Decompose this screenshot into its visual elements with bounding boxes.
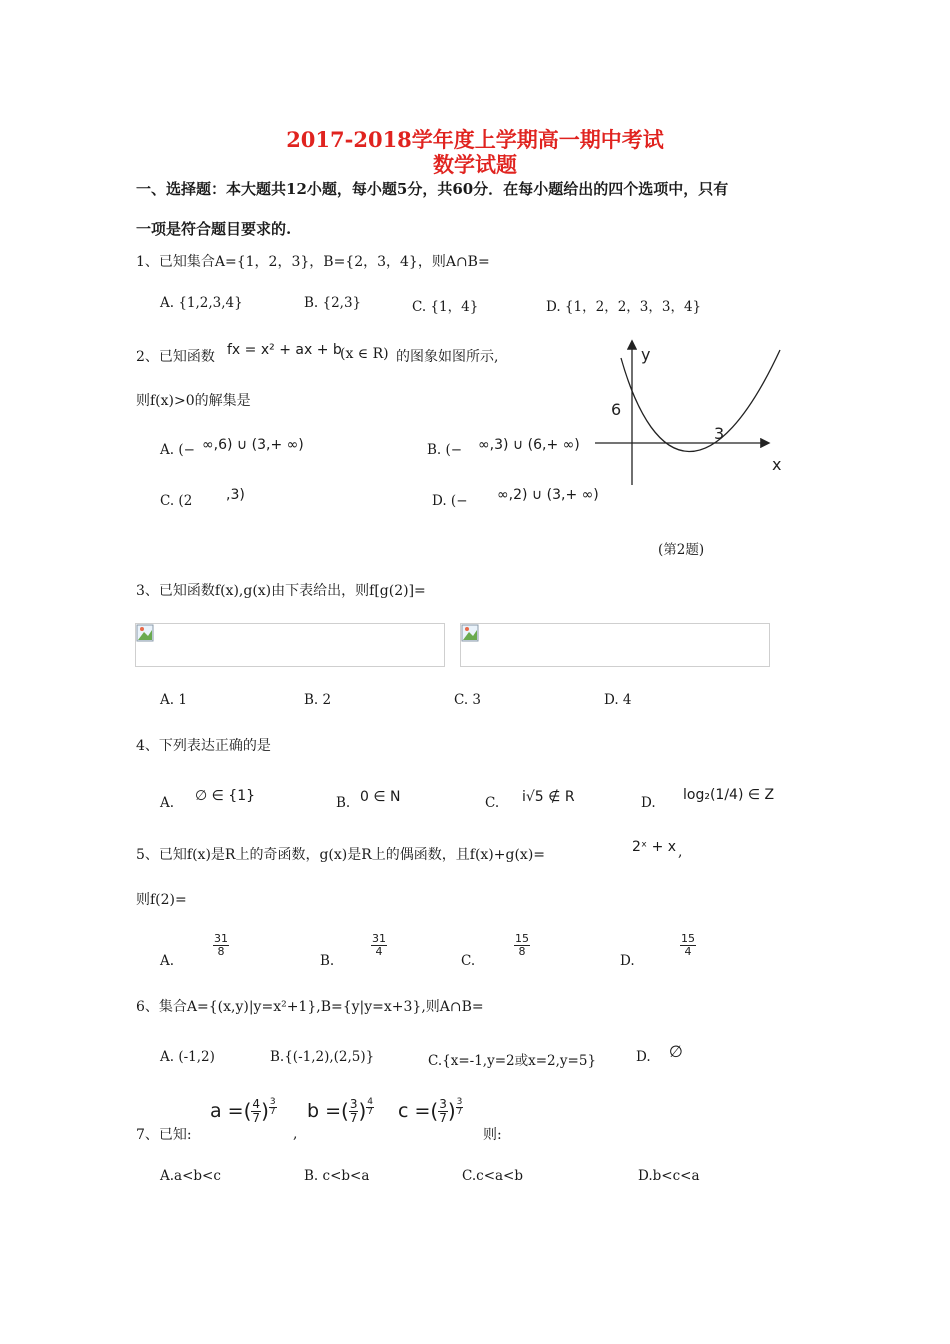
q1-option-b: B. {2,3}	[304, 295, 362, 311]
q7-expr-a: a = ( $\frac{4}{7}$ ) $\frac{3}{7}$	[210, 1097, 276, 1125]
q2-function: fx = x² + ax + b	[227, 342, 342, 358]
q2-stem-prefix: 2、已知函数	[136, 349, 215, 365]
exam-title: 2017-2018学年度上学期高一期中考试	[286, 127, 664, 152]
q6-option-a: A. (-1,2)	[160, 1049, 215, 1065]
q5-stem: 5、已知f(x)是R上的奇函数，g(x)是R上的偶函数，且f(x)+g(x)=	[136, 847, 546, 863]
q2-option-a-label: A. (−	[160, 442, 195, 458]
exam-subtitle: 数学试题	[433, 152, 517, 177]
q4-option-c-label: C.	[485, 795, 500, 811]
section-instructions-line1: 一、选择题：本大题共12小题，每小题5分，共60分．在每小题给出的四个选项中，只有	[136, 180, 729, 198]
q4-option-b-label: B.	[336, 795, 351, 811]
q5-expression: 2ˣ + x	[632, 839, 677, 855]
section-instructions-line2: 一项是符合题目要求的.	[136, 220, 292, 238]
q4-option-d-label: D.	[641, 795, 656, 811]
q2-option-b-math: ∞,3) ∪ (6,+ ∞)	[478, 437, 580, 453]
q7-option-d: D.b<c<a	[638, 1168, 700, 1184]
q5-option-b-label: B.	[320, 953, 335, 969]
q2-parabola-graph	[580, 330, 800, 490]
broken-image-icon	[136, 624, 154, 642]
q6-option-d: D.	[636, 1049, 651, 1065]
q6-empty-set-symbol: ∅	[669, 1042, 683, 1061]
q5-stem2: 则f(2)=	[136, 892, 187, 908]
q3-option-a: A. 1	[160, 692, 187, 708]
q4-option-c-math: i√5 ∉ R	[522, 789, 575, 805]
q1-option-c: C. {1，4}	[412, 299, 479, 315]
q2-domain: (x ∈ R)	[340, 346, 389, 362]
q7-option-c: C.c<a<b	[462, 1168, 524, 1184]
q2-option-c-label: C. (2	[160, 493, 193, 509]
q7-comma: ,	[293, 1126, 298, 1142]
q3-option-d: D. 4	[604, 692, 632, 708]
q3-stem: 3、已知函数f(x),g(x)由下表给出，则f[g(2)]=	[136, 583, 426, 599]
q3-option-b: B. 2	[304, 692, 332, 708]
q6-option-c: C.{x=-1,y=2或x=2,y=5}	[428, 1053, 597, 1069]
root-label: 3	[714, 424, 725, 443]
q6-stem: 6、集合A={(x,y)|y=x²+1},B={y|y=x+3},则A∩B=	[136, 999, 484, 1015]
q2-option-d-label: D. (−	[432, 493, 468, 509]
q3-table-g-image	[460, 623, 770, 667]
q4-option-b-math: 0 ∈ N	[360, 789, 401, 805]
q5-option-a-fraction: $\frac{31}{8}$	[214, 932, 228, 958]
q1-option-a: A. {1,2,3,4}	[160, 295, 243, 311]
q4-option-d-math: log₂(1/4) ∈ Z	[683, 787, 775, 803]
q3-option-c: C. 3	[454, 692, 482, 708]
q2-option-a-math: ∞,6) ∪ (3,+ ∞)	[202, 437, 304, 453]
x-axis-label: x	[772, 455, 782, 474]
q7-expr-b: b = ( $\frac{3}{7}$ ) $\frac{4}{7}$	[307, 1097, 374, 1125]
q5-option-d-label: D.	[620, 953, 635, 969]
q5-option-d-fraction: $\frac{15}{4}$	[681, 932, 695, 958]
q5-stem-end: ,	[678, 844, 683, 860]
q7-option-b: B. c<b<a	[304, 1168, 370, 1184]
q5-option-b-fraction: $\frac{31}{4}$	[372, 932, 386, 958]
y-intercept-label: 6	[611, 400, 622, 419]
q1-stem: 1、已知集合A={1，2，3}，B={2，3，4}，则A∩B=	[136, 254, 490, 270]
q2-option-d-math: ∞,2) ∪ (3,+ ∞)	[497, 487, 599, 503]
q3-table-f-image	[135, 623, 445, 667]
q7-stem: 7、已知:	[136, 1127, 192, 1143]
broken-image-icon	[461, 624, 479, 642]
parabola-curve	[621, 350, 780, 452]
q2-option-c-math: ,3)	[226, 487, 245, 503]
q6-option-b: B.{(-1,2),(2,5)}	[270, 1049, 375, 1065]
q7-option-a: A.a<b<c	[160, 1168, 221, 1184]
q2-option-b-label: B. (−	[427, 442, 463, 458]
q2-stem-suffix: 的图象如图所示,	[396, 349, 499, 365]
q4-stem: 4、下列表达正确的是	[136, 738, 271, 754]
q5-option-a-label: A.	[160, 953, 175, 969]
q4-option-a-label: A.	[160, 795, 175, 811]
q2-caption: (第2题)	[658, 542, 705, 558]
q7-tail: 则:	[483, 1127, 502, 1143]
q7-expr-c: c = ( $\frac{3}{7}$ ) $\frac{3}{7}$	[398, 1097, 463, 1125]
q2-stem2: 则f(x)>0的解集是	[136, 393, 251, 409]
q4-option-a-math: ∅ ∈ {1}	[195, 788, 256, 804]
q1-option-d: D. {1，2，2，3，3，4}	[546, 299, 702, 315]
q5-option-c-label: C.	[461, 953, 476, 969]
q5-option-c-fraction: $\frac{15}{8}$	[515, 932, 529, 958]
y-axis-label: y	[641, 345, 651, 364]
